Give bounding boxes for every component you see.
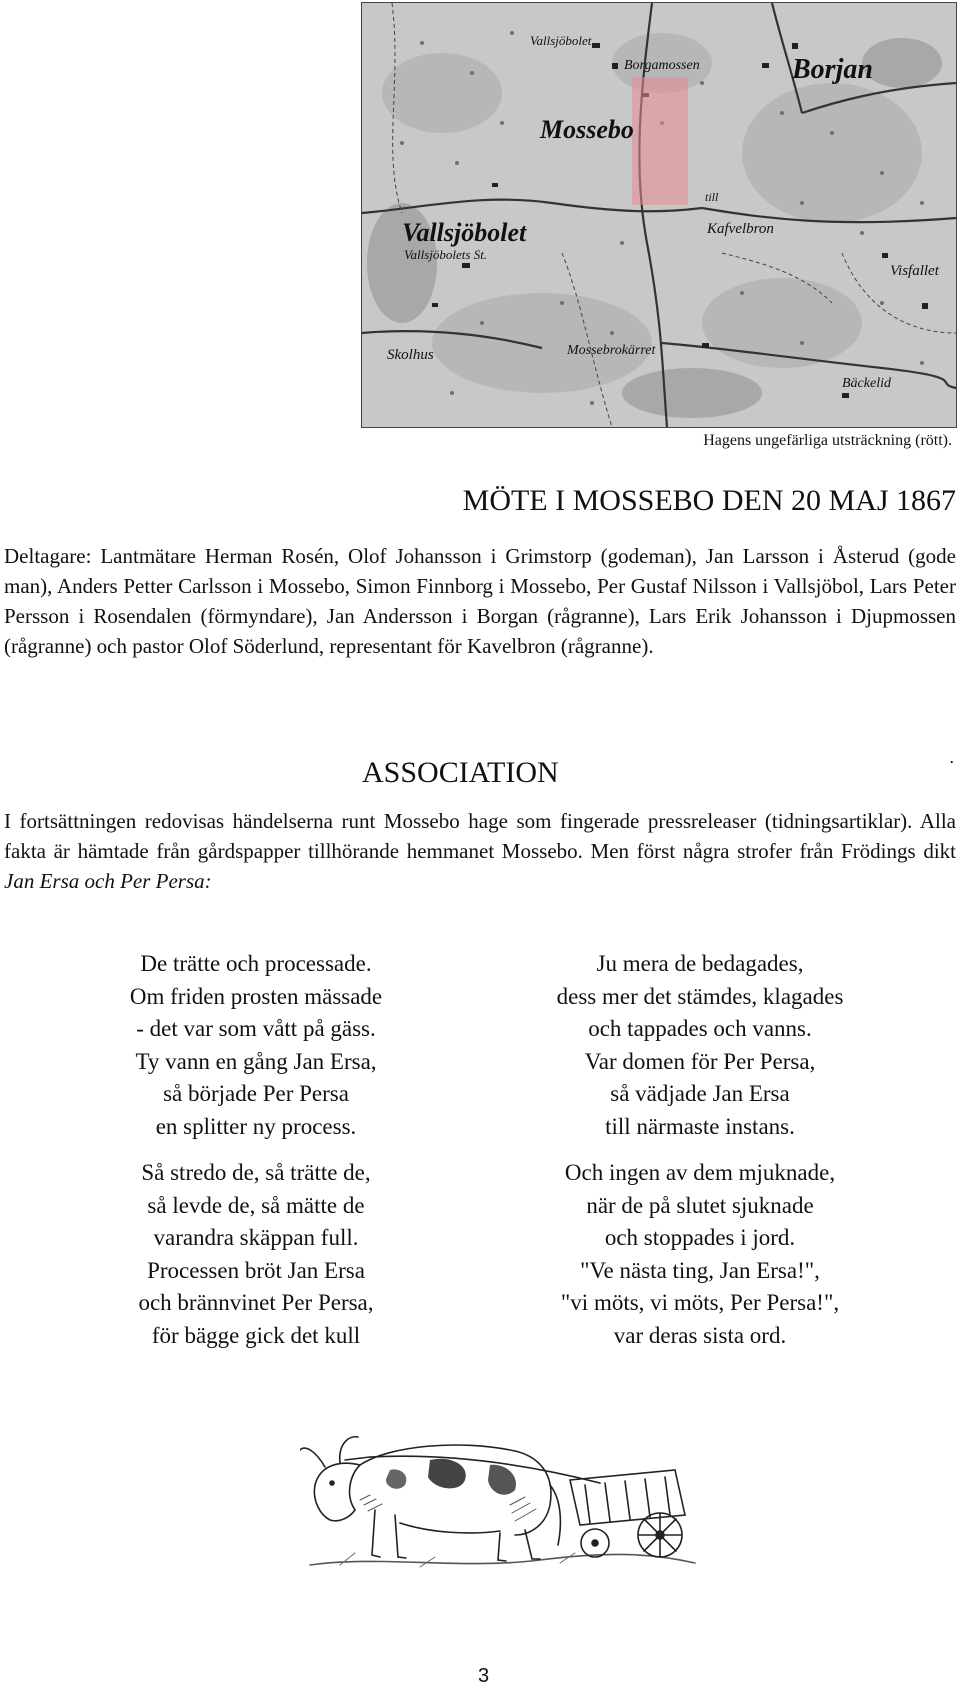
map-label-visfallet: Visfallet: [890, 263, 939, 279]
poem-line: var deras sista ord.: [613, 1322, 787, 1348]
poem-column-right: [480, 948, 920, 1366]
map-label-vallsjobolet: Vallsjöbolet: [402, 218, 527, 247]
map-label-borgamossen: Borgamossen: [624, 58, 700, 73]
poem-line: varandra skäppan full.: [153, 1225, 359, 1250]
map-label-till: till: [705, 190, 719, 204]
page-number: 3: [478, 1665, 490, 1687]
poem-line: Så stredo de, så trätte de,: [141, 1160, 371, 1185]
poem-line: Ju mera de bedagades,: [596, 951, 804, 976]
poem-line: när de på slutet sjuknade: [586, 1192, 814, 1218]
poem-column-left: [36, 948, 476, 1366]
map-label-vallsjobolets-st: Vallsjöbolets St.: [404, 247, 488, 262]
poem-line: dess mer det stämdes, klagades: [556, 983, 844, 1009]
intro-text: I fortsättningen redovisas händelserna runt Mossebo hage som fingerade pressreleaser (tidningsartiklar). Alla fakta är hämtade från gårdspapper tillhörande hemmanet Mossebo. Men först några strofer från Frödings dikt: [4, 809, 956, 863]
poem-line: för bägge gick det kull: [151, 1322, 361, 1348]
map-label-mossebo: Mossebo: [540, 115, 634, 144]
ox-cart-illustration-icon: [300, 1405, 700, 1580]
map-label-mossebrokarret: Mossebrokärret: [567, 343, 656, 358]
poem-line: så levde de, så mätte de: [147, 1192, 365, 1218]
poem-stanza: [480, 1157, 920, 1352]
meeting-heading: MÖTE I MOSSEBO DEN 20 MAJ 1867: [462, 484, 956, 517]
poem-line: De trätte och processade.: [140, 951, 372, 976]
poem-line: "vi möts, vi möts, Per Persa!",: [560, 1290, 840, 1315]
poem-line: Var domen för Per Persa,: [584, 1048, 816, 1074]
map-image: [362, 3, 956, 427]
poem-line: och tappades och vanns.: [588, 1016, 812, 1041]
poem-line: till närmaste instans.: [605, 1113, 795, 1139]
poem-line: Processen bröt Jan Ersa: [147, 1257, 365, 1283]
highlight-area: [632, 77, 688, 205]
map-label-skolhus: Skolhus: [387, 347, 434, 363]
map-caption: Hagens ungefärliga utsträckning (rött).: [703, 432, 952, 449]
ox-cart-illustration: [300, 1405, 700, 1580]
poem-title: Jan Ersa och Per Persa:: [4, 869, 212, 893]
poem-stanza: [36, 1157, 476, 1352]
poem-line: så vädjade Jan Ersa: [610, 1081, 790, 1106]
map-label-backelid: Bäckelid: [842, 376, 891, 391]
map-figure: [361, 2, 957, 428]
map-label-vallsjobolet-top: Vallsjöbolet: [530, 33, 592, 48]
poem-line: en splitter ny process.: [155, 1113, 357, 1139]
map-label-borjan: Borjan: [792, 54, 873, 85]
poem-line: och brännvinet Per Persa,: [138, 1290, 374, 1315]
poem-stanza: [480, 948, 920, 1143]
poem-line: och stoppades i jord.: [604, 1225, 796, 1250]
poem-line: - det var som vått på gäss.: [136, 1016, 376, 1041]
map-label-kafvelbron: Kafvelbron: [707, 221, 774, 237]
stray-dot: .: [949, 747, 954, 767]
participants-paragraph: Deltagare: Lantmätare Herman Rosén, Olof Johansson i Grimstorp (godeman), Jan Larsson i Åsterud (gode man), Anders Petter Carlsson i Mossebo, Simon Finnborg i Mossebo, Per Gustaf Nilsson i Vallsjöbol, Lars Peter Persson i Rosendalen (förmyndare), Jan Andersson i Borgan (rågranne), Lars Erik Johansson i Djupmossen (rågranne) och pastor Olof Söderlund, representant för Kavelbron (rågranne).: [4, 544, 956, 658]
poem-line: så började Per Persa: [163, 1081, 349, 1106]
poem-line: Och ingen av dem mjuknade,: [564, 1160, 836, 1185]
intro-paragraph: [4, 806, 956, 896]
poem-line: Om friden prosten mässade: [129, 983, 383, 1009]
poem-line: Ty vann en gång Jan Ersa,: [135, 1048, 377, 1074]
association-heading: ASSOCIATION: [362, 756, 559, 789]
poem-stanza: [36, 948, 476, 1143]
poem-line: "Ve nästa ting, Jan Ersa!",: [580, 1257, 820, 1283]
